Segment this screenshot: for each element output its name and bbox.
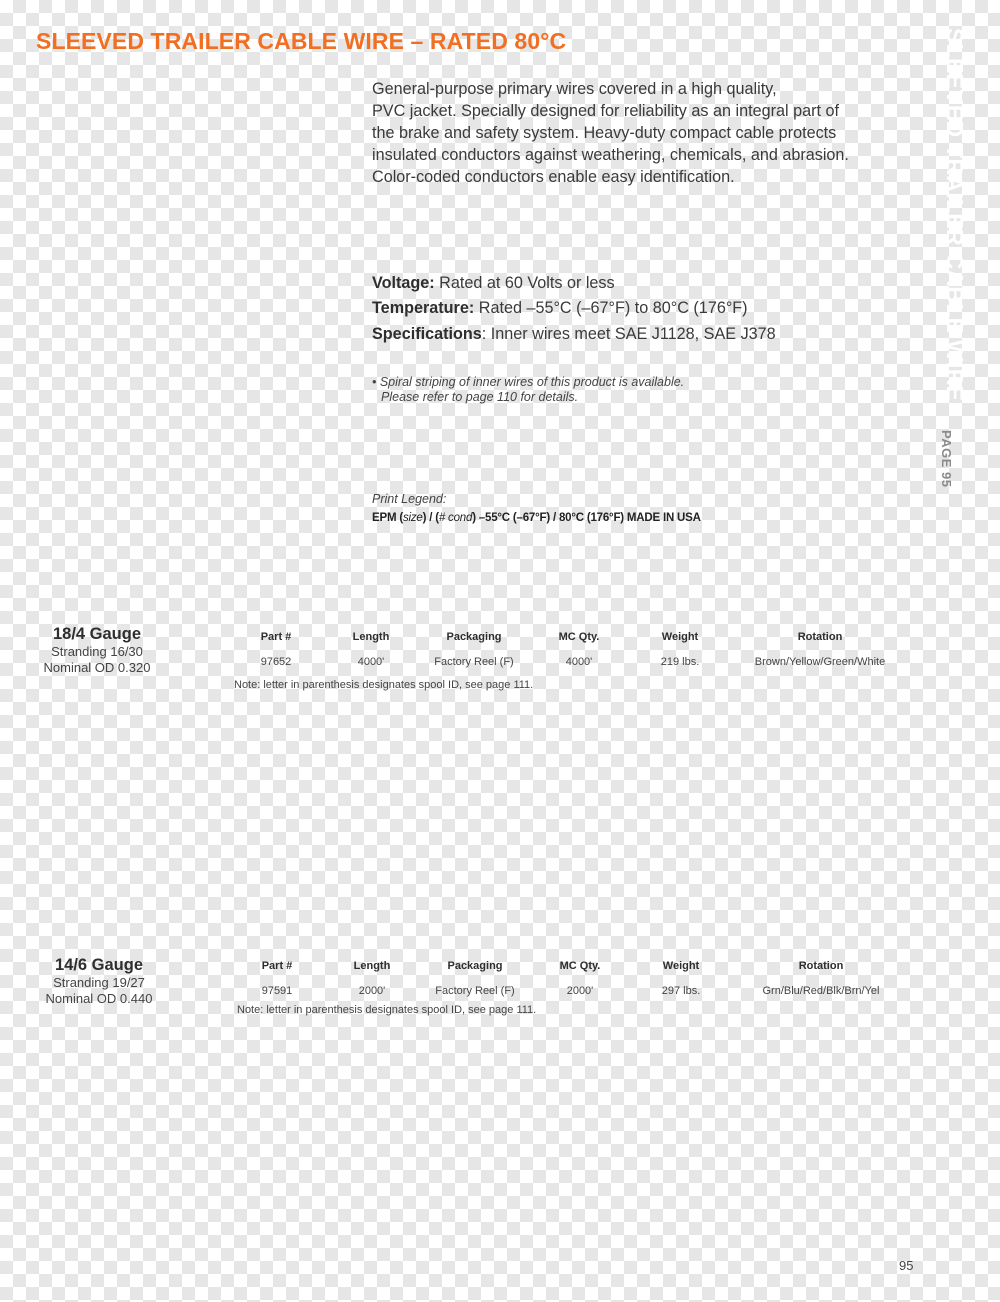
- cell-mc-qty: 2000': [566, 985, 594, 997]
- table-row: [228, 656, 908, 668]
- intro-line: General-purpose primary wires covered in a high quality,: [372, 80, 777, 98]
- table-header-row: [229, 960, 909, 985]
- cell-rotation: Brown/Yellow/Green/White: [754, 656, 886, 668]
- col-header: Weight: [662, 960, 700, 972]
- cell-rotation: Grn/Blu/Red/Blk/Brn/Yel: [762, 985, 880, 997]
- col-header: Rotation: [798, 960, 844, 972]
- col-header: Rotation: [797, 631, 843, 643]
- gauge-stranding: Stranding 16/30: [51, 644, 143, 659]
- col-header: Weight: [661, 631, 699, 643]
- legend-sep: ) / (: [422, 512, 439, 524]
- cell-length: 2000': [358, 985, 386, 997]
- table-row: [229, 985, 909, 997]
- gauge-block: [24, 956, 174, 1007]
- specifications-spec: [372, 325, 776, 344]
- cell-packaging: Factory Reel (F): [434, 656, 514, 668]
- gauge-block: [22, 625, 172, 676]
- temperature-spec: [372, 299, 748, 318]
- spool-id-note: Note: letter in parenthesis designates spool ID, see page 111.: [237, 1004, 537, 1016]
- spiral-note-line: • Spiral striping of inner wires of this product is available.: [372, 375, 685, 389]
- cell-part-number: 97652: [260, 656, 292, 668]
- print-legend-text: [372, 512, 701, 524]
- cell-packaging: Factory Reel (F): [435, 985, 515, 997]
- specifications-label: Specifications: [372, 325, 482, 343]
- table-header-row: [228, 631, 908, 656]
- intro-line: insulated conductors against weathering, chemicals, and abrasion.: [372, 146, 849, 164]
- legend-rest: ) –55°C (–67°F) / 80°C (176°F) MADE IN USA: [472, 512, 701, 524]
- col-header: Part #: [261, 960, 293, 972]
- spiral-note-line: Please refer to page 110 for details.: [381, 390, 579, 404]
- col-header: Part #: [260, 631, 292, 643]
- side-section-title: SLEEVED TRAILER CABLE WIRE: [942, 28, 968, 402]
- legend-epm: EPM (: [372, 512, 403, 524]
- spiral-striping-note: [372, 375, 684, 405]
- temperature-value: Rated –55°C (–67°F) to 80°C (176°F): [474, 299, 748, 317]
- col-header: MC Qty.: [559, 960, 601, 972]
- gauge-nominal-od: Nominal OD 0.320: [43, 660, 151, 675]
- voltage-value: Rated at 60 Volts or less: [434, 274, 615, 292]
- side-page-label: PAGE 95: [939, 430, 954, 488]
- gauge-stranding: Stranding 19/27: [53, 975, 145, 990]
- page-title: SLEEVED TRAILER CABLE WIRE – RATED 80°C: [36, 28, 567, 54]
- intro-line: Color-coded conductors enable easy identification.: [372, 168, 735, 186]
- col-header: Length: [353, 960, 391, 972]
- voltage-label: Voltage:: [372, 274, 435, 292]
- col-header: Length: [352, 631, 390, 643]
- voltage-spec: [372, 274, 615, 293]
- cell-weight: 297 lbs.: [661, 985, 701, 997]
- intro-line: PVC jacket. Specially designed for reliability as an integral part of: [372, 102, 839, 120]
- spool-id-note: Note: letter in parenthesis designates spool ID, see page 111.: [234, 679, 534, 691]
- col-header: MC Qty.: [558, 631, 600, 643]
- cell-length: 4000': [357, 656, 385, 668]
- legend-size: size: [402, 512, 423, 524]
- product-table: [229, 960, 909, 997]
- cell-mc-qty: 4000': [565, 656, 593, 668]
- print-legend-label: Print Legend:: [372, 492, 447, 506]
- gauge-title: 14/6 Gauge: [54, 956, 144, 974]
- col-header: Packaging: [446, 631, 502, 643]
- legend-cond: # cond: [438, 512, 473, 524]
- specifications-value: : Inner wires meet SAE J1128, SAE J378: [481, 325, 776, 343]
- page-number: 95: [899, 1258, 914, 1273]
- temperature-label: Temperature:: [372, 299, 475, 317]
- intro-paragraph: [372, 78, 912, 188]
- intro-line: the brake and safety system. Heavy-duty compact cable protects: [372, 124, 837, 142]
- cell-part-number: 97591: [261, 985, 293, 997]
- col-header: Packaging: [447, 960, 503, 972]
- gauge-nominal-od: Nominal OD 0.440: [45, 991, 153, 1006]
- product-table: [228, 631, 908, 668]
- gauge-title: 18/4 Gauge: [52, 625, 142, 643]
- cell-weight: 219 lbs.: [660, 656, 700, 668]
